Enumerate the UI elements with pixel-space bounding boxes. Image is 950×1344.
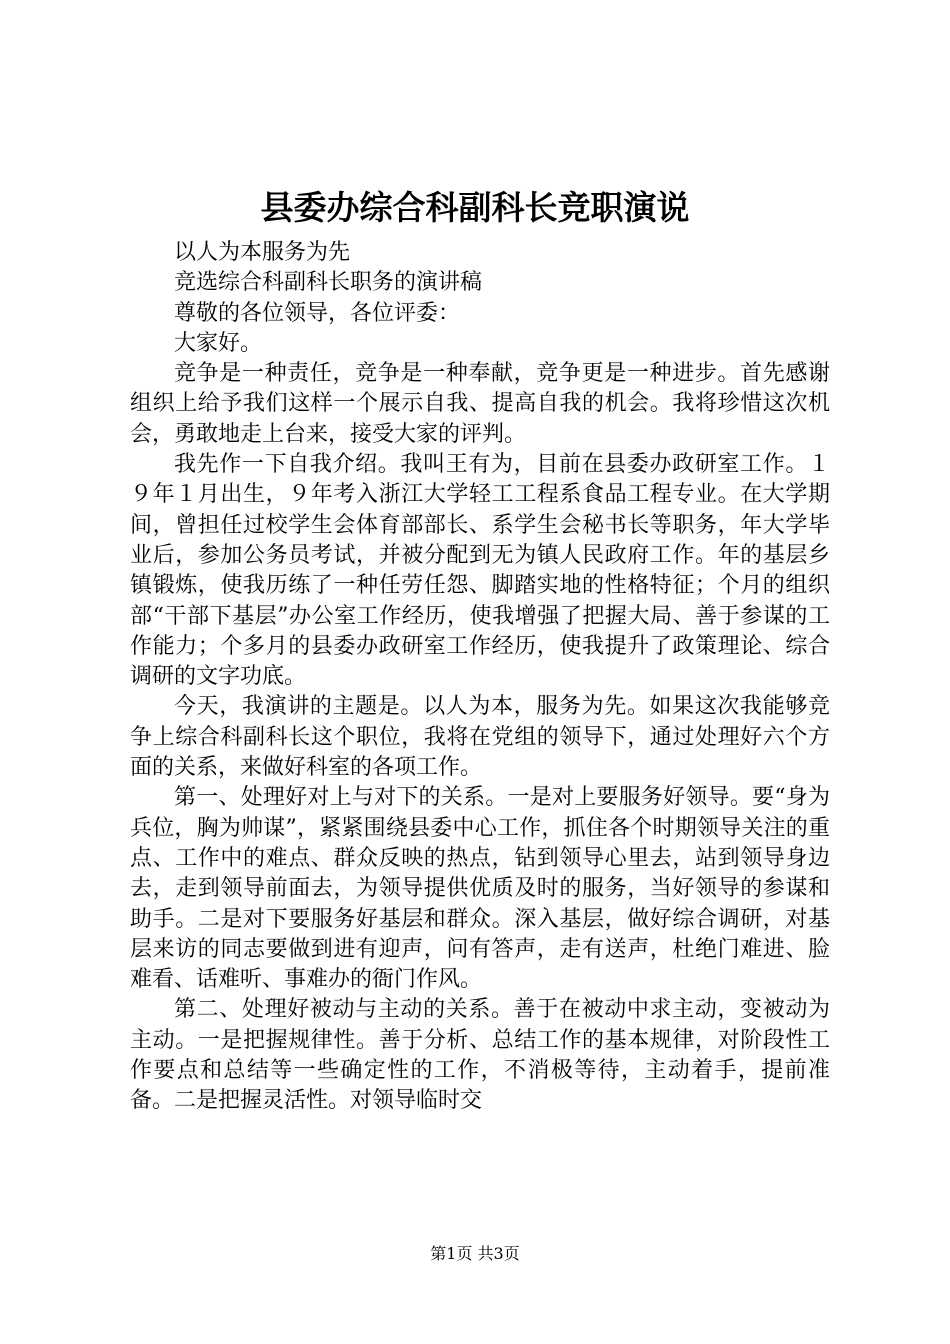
paragraph: 今天，我演讲的主题是。以人为本，服务为先。如果这次我能够竞争上综合科副科长这个职位，我将在党组的领导下，通过处理好六个方面的关系，来做好科室的各项工作。 <box>130 694 830 781</box>
paragraph: 以人为本服务为先 <box>174 240 351 265</box>
document-title: 县委办综合科副科长竞职演说 <box>260 188 690 227</box>
paragraph: 竞争是一种责任，竞争是一种奉献，竞争更是一种进步。首先感谢组织上给予我们这样一个展示自我、提高自我的机会。我将珍惜这次机会，勇敢地走上台来，接受大家的评判。 <box>130 361 830 447</box>
paragraph: 竞选综合科副科长职务的演讲稿 <box>174 270 483 296</box>
document-body <box>130 238 830 1117</box>
paragraph: 尊敬的各位领导，各位评委： <box>174 300 461 326</box>
paragraph: 第二、处理好被动与主动的关系。善于在被动中求主动，变被动为主动。一是把握规律性。善于分析、总结工作的基本规律，对阶段性工作要点和总结等一些确定性的工作，不消极等待，主动着手，提前准备。二是把握灵活性。对领导临时交 <box>130 997 830 1114</box>
paragraph: 我先作一下自我介绍。我叫王有为，目前在县委办政研室工作。１９年１月出生，９年考入浙江大学轻工工程系食品工程专业。在大学期间，曾担任过校学生会体育部部长、系学生会秘书长等职务，年大学毕业后，参加公务员考试，并被分配到无为镇人民政府工作。年的基层乡镇锻炼，使我历练了一种任劳任怨、脚踏实地的性格特征；个月的组织部“干部下基层”办公室工作经历，使我增强了把握大局、善于参谋的工作能力；个多月的县委办政研室工作经历，使我提升了政策理论、综合调研的文字功底。 <box>130 452 830 690</box>
paragraph: 大家好。 <box>174 330 263 356</box>
paragraph: 第一、处理好对上与对下的关系。一是对上要服务好领导。要“身为兵位，胸为帅谋”，紧紧围绕县委中心工作，抓住各个时期领导关注的重点、工作中的难点、群众反映的热点，钻到领导心里去，站到领导身边去，走到领导前面去，为领导提供优质及时的服务，当好领导的参谋和助手。二是对下要服务好基层和群众。深入基层，做好综合调研，对基层来访的同志要做到进有迎声，问有答声，走有送声，杜绝门难进、脸难看、话难听、事难办的衙门作风。 <box>130 785 830 993</box>
page-number-footer: 第1页 共3页 <box>430 1244 520 1263</box>
